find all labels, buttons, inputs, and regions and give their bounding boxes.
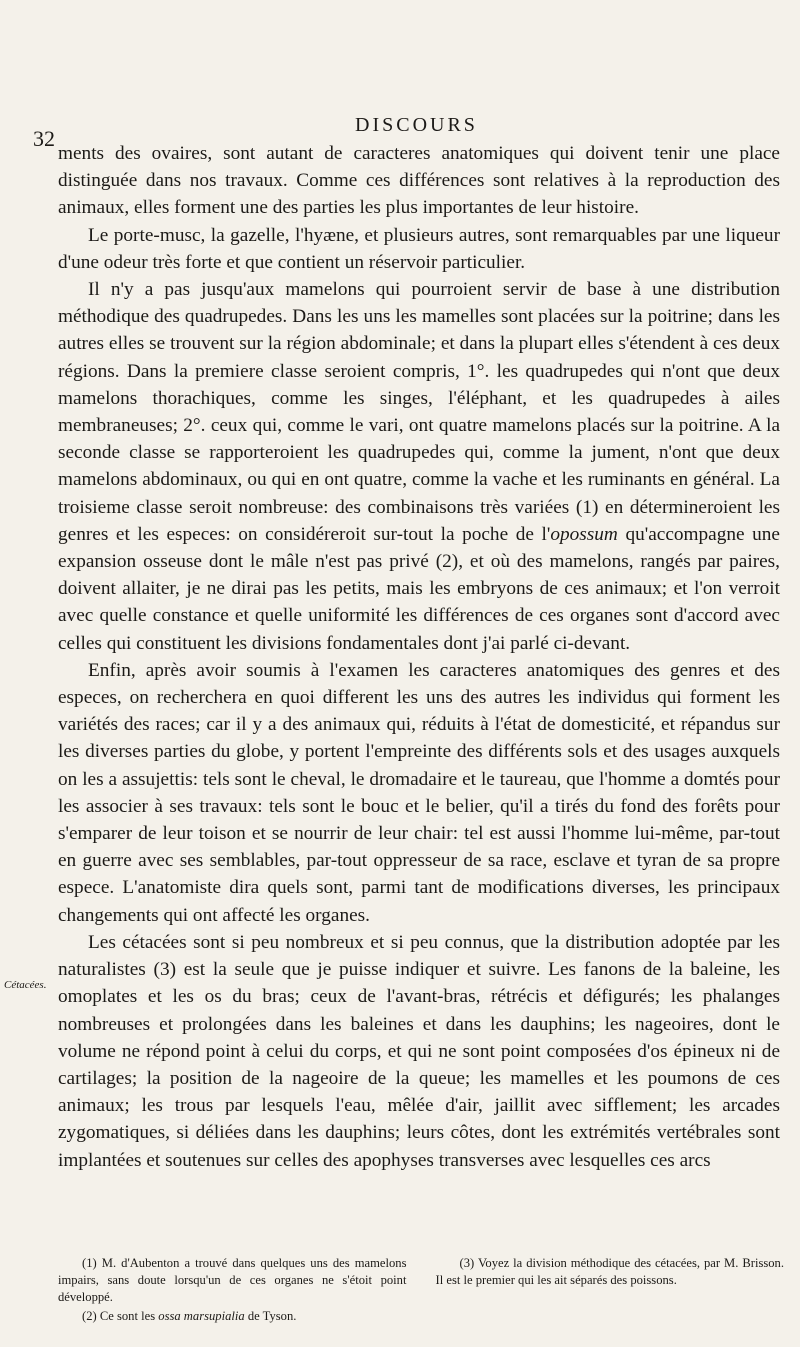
footnote bbox=[58, 1255, 406, 1306]
footnote bbox=[436, 1255, 784, 1289]
paragraph bbox=[58, 140, 780, 222]
footnotes bbox=[58, 1255, 784, 1325]
italic-text: ossa marsupialia bbox=[158, 1309, 245, 1323]
paragraph bbox=[58, 657, 780, 929]
text-run: ments des ovaires, sont autant de caracteres anatomiques qui doivent tenir une place distinguée dans nos travaux. Comme ces différences sont relatives à la reproduction des animaux, elles forment une des parties les plus importantes de leur histoire. bbox=[58, 143, 780, 219]
italic-text: opossum bbox=[550, 523, 618, 545]
text-run: Le porte-musc, la gazelle, l'hyæne, et plusieurs autres, sont remarquables par une liqueur d'une odeur très forte et que contient un réservoir particulier. bbox=[58, 224, 780, 273]
text-run: Les cétacées sont si peu nombreux et si peu connus, que la distribution adoptée par les naturalistes (3) est la seule que je puisse indiquer et suivre. Les fanons de la baleine, les omoplates et les os du bras; ceux de l'avant-bras, rétrécis et défigurés; les phalanges nombreuses et prolongées dans les baleines et dans les dauphins; les nageoires, dont le volume ne répond point à celui du corps, et qui ne sont point composées d'os épineux ni de cartilages; la position de la nageoire de la queue; les mamelles et les poumons de ces animaux; les trous par lesquels l'eau, mêlée d'air, jaillit avec sifflement; les arcades zygomatiques, si déliées dans les dauphins; leurs côtes, dont les extrémités vertébrales sont implantées et soutenues sur celles des apophyses transverses avec lesquelles ces arcs bbox=[58, 931, 780, 1171]
text-run: (2) Ce sont les bbox=[82, 1309, 159, 1323]
paragraph bbox=[58, 222, 780, 276]
body-text bbox=[58, 140, 780, 1174]
paragraph bbox=[58, 276, 780, 657]
margin-note: Cétacées. bbox=[4, 979, 47, 991]
text-run: (3) Voyez la division méthodique des cétacées, par M. Brisson. Il est le premier qui les ait séparés des poissons. bbox=[435, 1256, 784, 1287]
running-head: DISCOURS bbox=[355, 114, 478, 136]
page-number: 32 bbox=[33, 126, 55, 151]
text-run: (1) M. d'Aubenton a trouvé dans quelques uns des mamelons impairs, sans doute lorsqu'un de ces organes ne s'étoit point développé. bbox=[58, 1256, 407, 1304]
footnotes-left-column bbox=[58, 1255, 406, 1325]
text-run: de Tyson. bbox=[244, 1309, 297, 1323]
footnotes-right-column bbox=[436, 1255, 784, 1325]
footnote bbox=[58, 1308, 406, 1325]
text-run: Il n'y a pas jusqu'aux mamelons qui pourroient servir de base à une distribution méthodique des quadrupedes. Dans les uns les mamelles sont placées sur la poitrine; dans les autres elles se trouvent sur la région abdominale; et dans la plupart elles s'étendent à ces deux régions. Dans la premiere classe seroient compris, 1°. les quadrupedes qui n'ont que deux mamelons thorachiques, comme les singes, l'éléphant, et les quadrupedes à ailes membraneuses; 2°. ceux qui, comme le vari, ont quatre mamelons placés sur la poitrine. A la seconde classe se rapporteroient les quadrupedes qui, comme la jument, n'ont que deux mamelons abdominaux, ou qui en ont quatre, comme la vache et les ruminants en général. La troisieme classe seroit nombreuse: des combinaisons très variées (1) en détermineroient les genres et les especes: on considéreroit sur-tout la poche de l' bbox=[58, 279, 780, 545]
text-run: qu'accompagne une expansion osseuse dont le mâle n'est pas privé (2), et où des mamelons, rangés par paires, doivent allaiter, je ne dirai pas les petits, mais les embryons de ces animaux; et l'on verroit avec quelle constance et quelle uniformité les différences de ces organes sont d'accord avec celles qui constituent les divisions fondamentales dont j'ai parlé ci-devant. bbox=[58, 523, 780, 654]
paragraph bbox=[58, 929, 780, 1174]
text-run: Enfin, après avoir soumis à l'examen les caracteres anatomiques des genres et des especes, on recherchera en quoi different les uns des autres les individus qui forment les variétés des races; car il y a des animaux qui, réduits à l'état de domesticité, et répandus sur les diverses parties du globe, y portent l'empreinte des différents sols et des usages auxquels on les a assujettis: tels sont le cheval, le dromadaire et le taureau, que l'homme a domtés pour les associer à ses travaux: tels sont le bouc et le belier, qu'il a tirés du fond des forêts pour s'emparer de leur toison et se nourrir de leur chair: tel est aussi l'homme lui-même, par-tout en guerre avec ses semblables, par-tout oppresseur de sa race, esclave et tyran de sa propre espece. L'anatomiste dira quels sont, parmi tant de modifications diverses, les principaux changements qui ont affecté les organes. bbox=[58, 659, 780, 926]
